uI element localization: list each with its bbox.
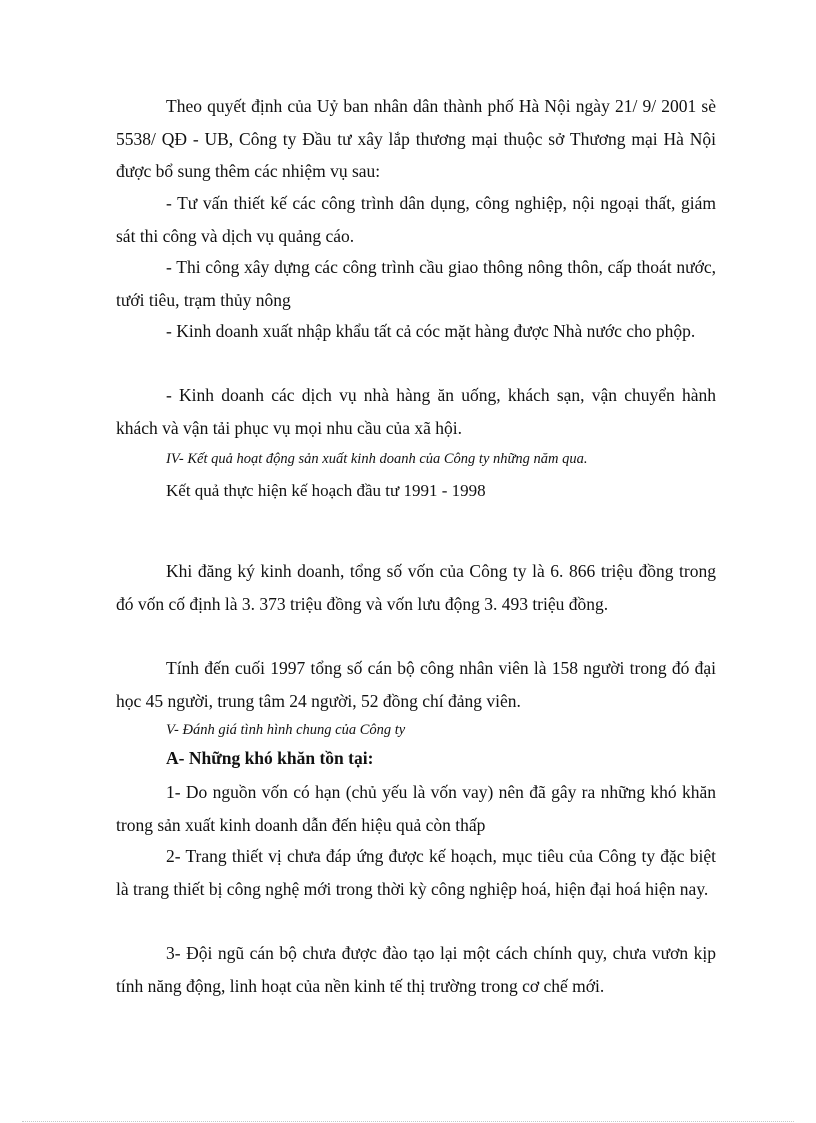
heading-difficulties: A- Những khó khăn tồn tại: [166,748,374,768]
paragraph-staff: Tính đến cuối 1997 tổng số cán bộ công nhân viên là 158 người trong đó đại học 45 người, trung tâm 24 người, 52 đồng chí đảng viên. [116,658,716,711]
paragraph-difficulty-3: 3- Đội ngũ cán bộ chưa được đào tạo lại một cách chính quy, chưa vươn kịp tính năng động, linh hoạt của nền kinh tế thị trường trong cơ chế mới. [116,943,716,996]
page-bottom-divider [22,1121,794,1122]
paragraph-task-services: - Kinh doanh các dịch vụ nhà hàng ăn uống, khách sạn, vận chuyển hành khách và vận tải phục vụ mọi nhu cầu của xã hội. [116,385,716,438]
paragraph-decision: Theo quyết định của Uỷ ban nhân dân thành phố Hà Nội ngày 21/ 9/ 2001 sè 5538/ QĐ - UB, Công ty Đầu tư xây lắp thương mại thuộc sở Thương mại Hà Nội được bổ sung thêm các nhiệm vụ sau: [116,96,716,181]
paragraph-difficulty-2: 2- Trang thiết vị chưa đáp ứng được kế hoạch, mục tiêu của Công ty đặc biệt là trang thiết bị công nghệ mới trong thời kỳ công nghiệp hoá, hiện đại hoá hiện nay. [116,846,716,899]
paragraph-capital: Khi đăng ký kinh doanh, tổng số vốn của Công ty là 6. 866 triệu đồng trong đó vốn cố định là 3. 373 triệu đồng và vốn lưu động 3. 493 triệu đồng. [116,561,716,614]
subheading-investment-results: Kết quả thực hiện kế hoạch đầu tư 1991 - 1998 [166,481,486,500]
paragraph-difficulty-1: 1- Do nguồn vốn có hạn (chủ yếu là vốn vay) nên đã gây ra những khó khăn trong sản xuất kinh doanh dẫn đến hiệu quả còn thấp [116,782,716,835]
paragraph-task-construction: - Thi công xây dựng các công trình cầu giao thông nông thôn, cấp thoát nước, tưới tiêu, trạm thủy nông [116,257,716,310]
heading-section-v: V- Đánh giá tình hình chung của Công ty [166,722,406,738]
paragraph-task-consulting: - Tư vấn thiết kế các công trình dân dụng, công nghiệp, nội ngoại thất, giám sát thi công và dịch vụ quảng cáo. [116,193,716,246]
paragraph-task-import-export: - Kinh doanh xuất nhập khẩu tất cả cóc mặt hàng được Nhà nước cho phộp. [166,321,696,341]
heading-section-iv: IV- Kết quả hoạt động sản xuất kinh doanh của Công ty những năm qua. [166,451,588,467]
